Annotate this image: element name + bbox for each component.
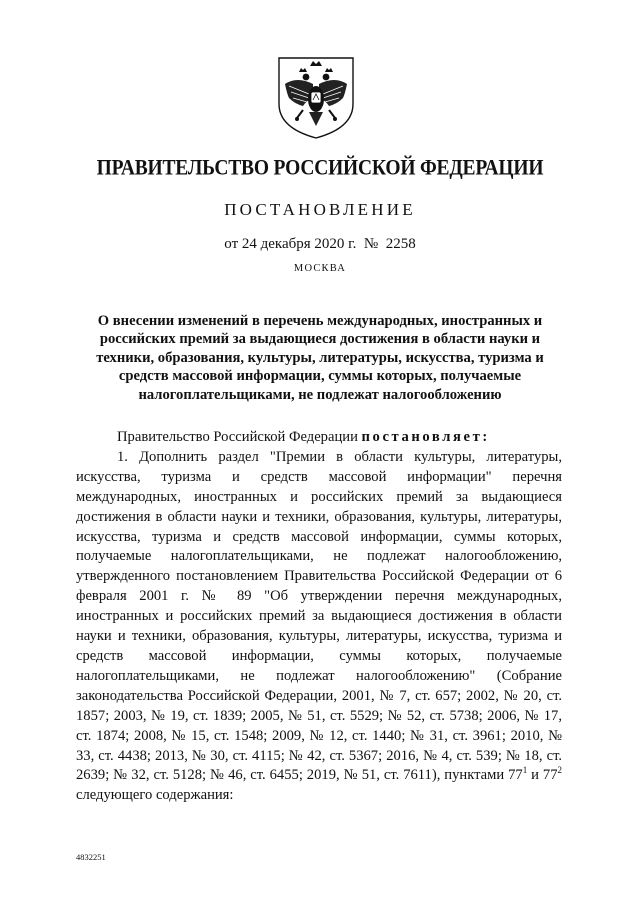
government-name: ПРАВИТЕЛЬСТВО РОССИЙСКОЙ ФЕДЕРАЦИИ [96,156,544,181]
point-77-2: $77^2$ [542,765,562,784]
russian-coat-of-arms-emblem [273,54,359,140]
intro-lead: Правительство Российской Федерации [117,429,358,445]
point-77-1: $77^1$ [508,765,528,784]
number-sign: № [363,236,379,252]
document-type: ПОСТАНОВЛЕНИЕ [224,200,416,219]
item-1-paragraph [76,448,562,806]
intro-paragraph [76,428,562,448]
city-name: МОСКВА [293,263,347,274]
decree-title: О внесении изменений в перечень международных, иностранных и российских премий за выдающиеся достижения в области науки и техники, образования, культуры, литературы, искусства, туризма и средств массовой информации, суммы которых, получаемые налогоплательщиками, не подлежат налогообложению [96,313,544,403]
decree-number: 2258 [385,236,416,252]
intro-verb: постановляет: [361,429,490,445]
item-1-text: 1. Дополнить раздел "Премии в области культуры, литературы, искусства, туризма и средств массовой информации" перечня международных, иностранных и российских премий за выдающиеся достижения в области науки и техники, образования, культуры, литературы, искусства, туризма и средств массовой информации, суммы которых, получаемые налогоплательщиками, не подлежат налогообложению, утвержденного постановлением Правительства Российской Федерации от 6 февраля 2001 г. № 89 "Об утверждении перечня международных, иностранных и российских премий за выдающиеся достижения в области науки и техники, образования, культуры, литературы, искусства, туризма и средств массовой информации, суммы которых, получаемые налогоплательщиками, не подлежат налогообложению" (Собрание законодательства Российской Федерации, 2001, № 7, ст. 657; 2002, № 20, ст. 1857; 2003, № 19, ст. 1839; 2005, № 51, ст. 5529; № 52, ст. 5738; 2006, № 17, ст. 1874; 2008, № 15, ст. 1548; 2009, № 12, ст. 1440; № 31, ст. 3961; 2010, № 33, ст. 4438; 2013, № 30, ст. 4115; № 42, ст. 5367; 2016, № 4, ст. 539; № 18, ст. 2639; № 32, ст. 5128; № 46, ст. 6455; 2019, № 51, ст. 7611), пунктами [76,448,562,784]
decree-body [76,428,562,806]
item-1-end: следующего содержания: [76,787,234,804]
document-code: 4832251 [76,852,106,862]
date-prefix: от [224,236,239,252]
date-line [0,236,640,253]
conjunction: и [531,767,539,784]
decree-date: 24 декабря 2020 г. [241,236,357,252]
